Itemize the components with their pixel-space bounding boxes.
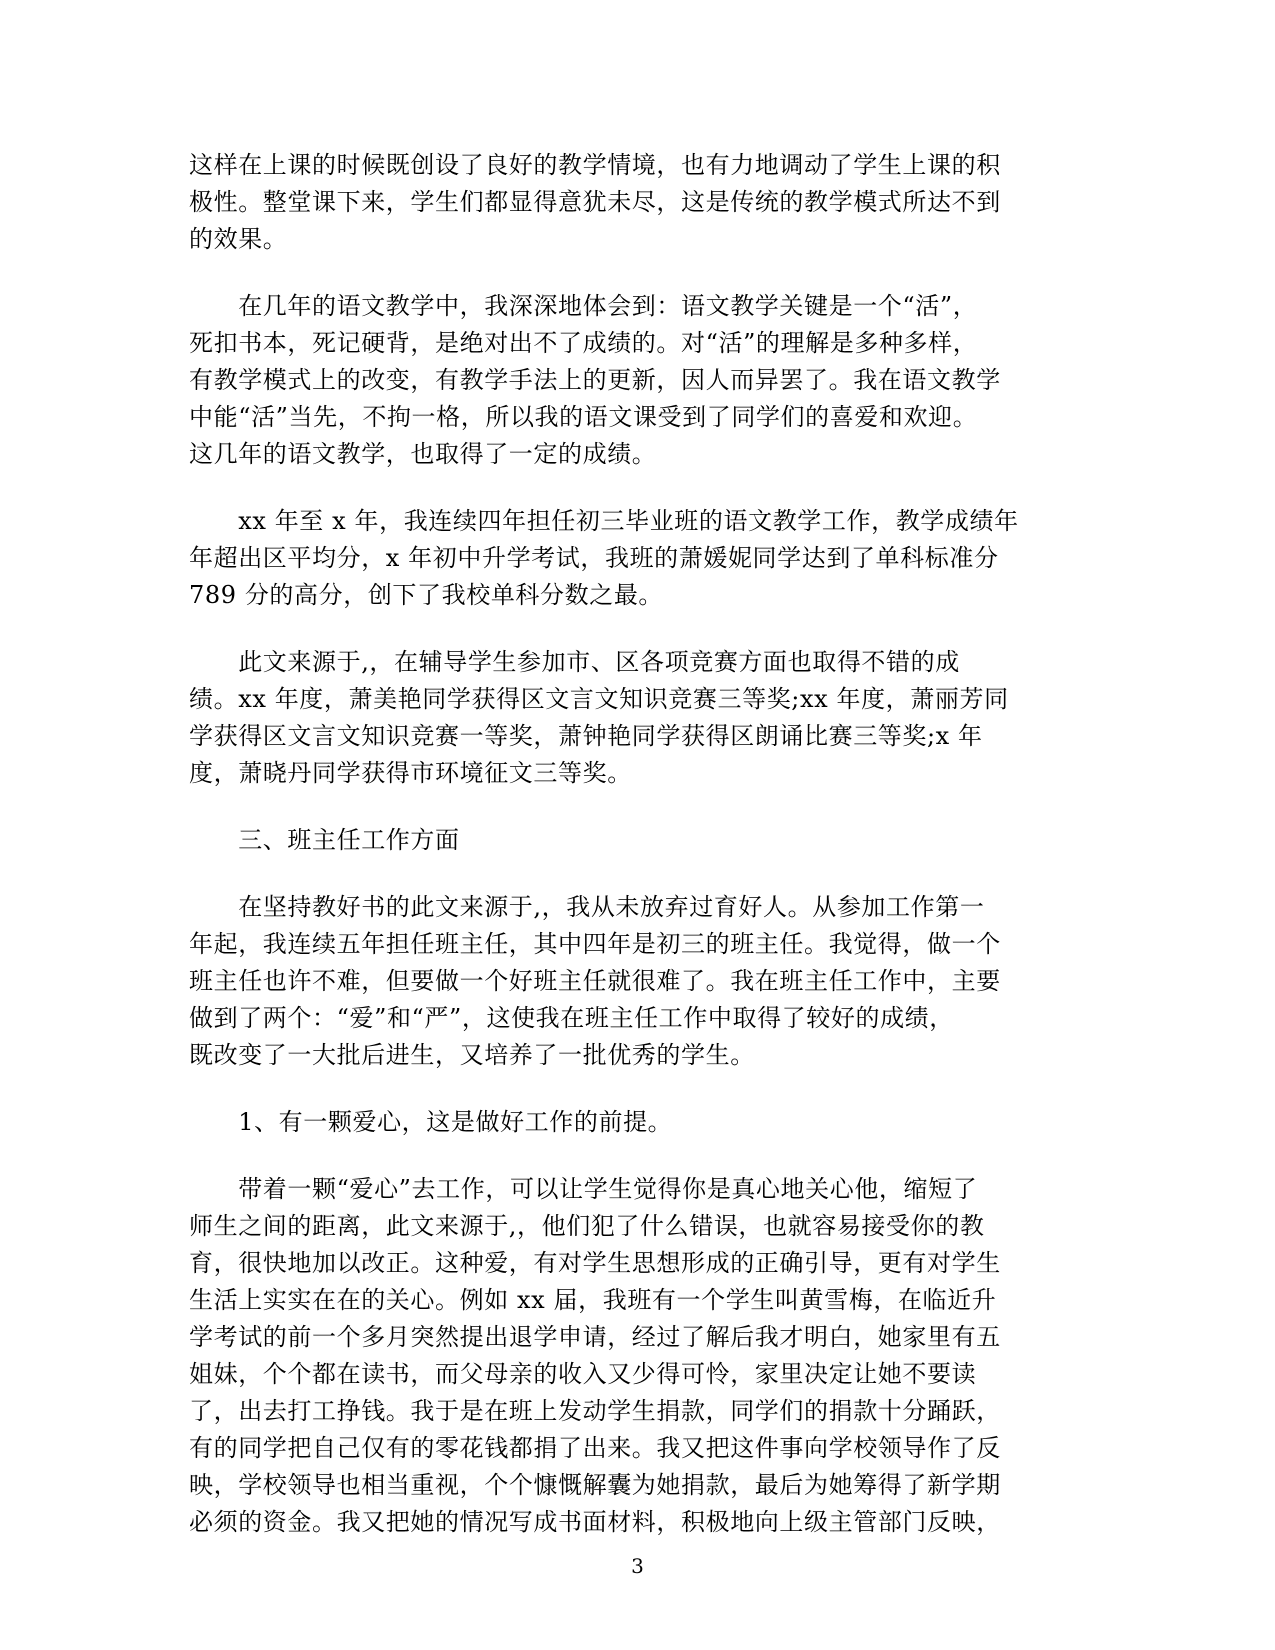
text-line: 既改变了一大批后进生，又培养了一批优秀的学生。: [189, 1041, 755, 1069]
text-line: 有教学模式上的改变，有教学手法上的更新，因人而异罢了。我在语文教学: [189, 366, 1001, 394]
text-line: 姐妹，个个都在读书，而父母亲的收入又少得可怜，家里决定让她不要读: [189, 1360, 977, 1388]
text-line: 带着一颗“爱心”去工作，可以让学生觉得你是真心地关心他，缩短了: [189, 1175, 978, 1203]
text-line: 此文来源于,，在辅导学生参加市、区各项竞赛方面也取得不错的成: [189, 648, 960, 676]
text-line: 在坚持教好书的此文来源于,，我从未放弃过育好人。从参加工作第一: [189, 893, 985, 921]
text-line: 学获得区文言文知识竞赛一等奖，萧钟艳同学获得区朗诵比赛三等奖;x 年: [189, 722, 983, 750]
text-line: 极性。整堂课下来，学生们都显得意犹未尽，这是传统的教学模式所达不到: [189, 188, 1001, 216]
text-line: 年起，我连续五年担任班主任，其中四年是初三的班主任。我觉得，做一个: [189, 930, 1001, 958]
page-number: 3: [631, 1554, 644, 1578]
paragraph-2: [189, 288, 1089, 473]
text-line: 映，学校领导也相当重视，个个慷慨解囊为她捐款，最后为她筹得了新学期: [189, 1471, 1001, 1499]
text-line: 有的同学把自己仅有的零花钱都捐了出来。我又把这件事向学校领导作了反: [189, 1434, 1001, 1462]
document-body: [189, 147, 1089, 1571]
text-line: 789 分的高分，创下了我校单科分数之最。: [189, 581, 664, 609]
text-line: 1、有一颗爱心，这是做好工作的前提。: [189, 1108, 673, 1136]
text-line: 学考试的前一个多月突然提出退学申请，经过了解后我才明白，她家里有五: [189, 1323, 1001, 1351]
text-line: 班主任也许不难，但要做一个好班主任就很难了。我在班主任工作中，主要: [189, 967, 1001, 995]
paragraph-6: [189, 1171, 1089, 1541]
text-line: 育，很快地加以改正。这种爱，有对学生思想形成的正确引导，更有对学生: [189, 1249, 1001, 1277]
text-line: 三、班主任工作方面: [189, 826, 460, 854]
text-line: 在几年的语文教学中，我深深地体会到：语文教学关键是一个“活”，: [189, 292, 978, 320]
text-line: 绩。xx 年度，萧美艳同学获得区文言文知识竞赛三等奖;xx 年度，萧丽芳同: [189, 685, 1009, 713]
paragraph-3: [189, 503, 1089, 614]
text-line: 这几年的语文教学，也取得了一定的成绩。: [189, 440, 657, 468]
paragraph-4: [189, 644, 1089, 792]
section-heading: [189, 822, 1089, 859]
text-line: 做到了两个：“爱”和“严”，这使我在班主任工作中取得了较好的成绩，: [189, 1004, 954, 1032]
text-line: 度，萧晓丹同学获得市环境征文三等奖。: [189, 759, 632, 787]
text-line: 年超出区平均分，x 年初中升学考试，我班的萧媛妮同学达到了单科标准分: [189, 544, 999, 572]
text-line: 中能“活”当先，不拘一格，所以我的语文课受到了同学们的喜爱和欢迎。: [189, 403, 978, 431]
text-line: 生活上实实在在的关心。例如 xx 届，我班有一个学生叫黄雪梅，在临近升: [189, 1286, 997, 1314]
paragraph-1: [189, 147, 1089, 258]
text-line: 必须的资金。我又把她的情况写成书面材料，积极地向上级主管部门反映，: [189, 1508, 1001, 1536]
paragraph-5: [189, 889, 1089, 1074]
text-line: 的效果。: [189, 225, 288, 253]
text-line: 死扣书本，死记硬背，是绝对出不了成绩的。对“活”的理解是多种多样，: [189, 329, 978, 357]
text-line: xx 年至 x 年，我连续四年担任初三毕业班的语文教学工作，教学成绩年: [189, 507, 1019, 535]
text-line: 了，出去打工挣钱。我于是在班上发动学生捐款，同学们的捐款十分踊跃，: [189, 1397, 1001, 1425]
text-line: 师生之间的距离，此文来源于,，他们犯了什么错误，也就容易接受你的教: [189, 1212, 985, 1240]
list-item-heading: [189, 1104, 1089, 1141]
text-line: 这样在上课的时候既创设了良好的教学情境，也有力地调动了学生上课的积: [189, 151, 1001, 179]
